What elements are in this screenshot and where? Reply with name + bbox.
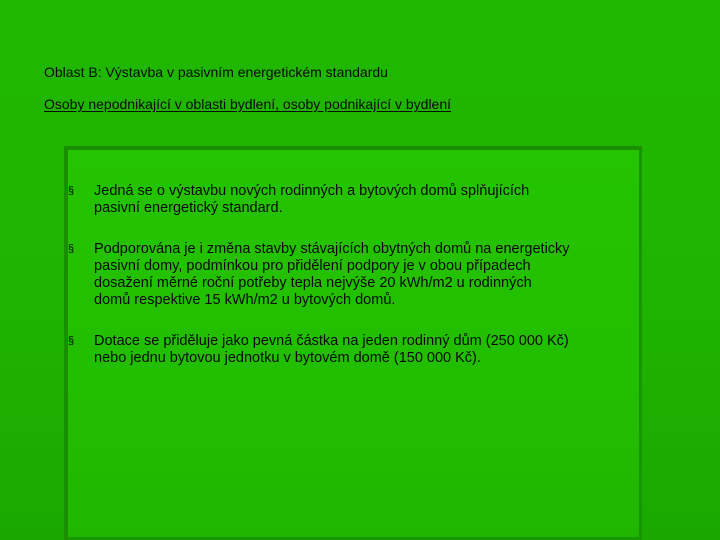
bullet-line: domů respektive 15 kWh/m2 u bytových domů. bbox=[94, 292, 396, 308]
bullet-line: pasivní energetický standard. bbox=[94, 200, 283, 216]
bullet-marker-icon bbox=[68, 333, 74, 350]
bullet-item bbox=[68, 333, 698, 367]
bullet-line: pasivní domy, podmínkou pro přidělení podpory je v obou případech bbox=[94, 258, 531, 274]
bullet-line: nebo jednu bytovou jednotku v bytovém domě (150 000 Kč). bbox=[94, 350, 481, 366]
bullet-line: dosažení měrné roční potřeby tepla nejvýše 20 kWh/m2 u rodinných bbox=[94, 275, 532, 291]
bullet-marker-icon bbox=[68, 183, 74, 200]
bullet-item bbox=[68, 241, 698, 309]
bullet-line: Jedná se o výstavbu nových rodinných a bytových domů splňujících bbox=[94, 183, 530, 199]
slide-heading: Oblast B: Výstavba v pasivním energetickém standardu bbox=[44, 64, 388, 80]
bullet-item bbox=[68, 183, 698, 217]
bullet-list bbox=[68, 183, 698, 391]
bullet-line: Dotace se přiděluje jako pevná částka na jeden rodinný dům (250 000 Kč) bbox=[94, 333, 569, 349]
bullet-marker-icon bbox=[68, 241, 74, 258]
bullet-line: Podporována je i změna stavby stávajících obytných domů na energeticky bbox=[94, 241, 570, 257]
slide-subheading bbox=[44, 96, 451, 112]
subheading-text: Osoby nepodnikající v oblasti bydlení, osoby podnikající v bydlení bbox=[44, 96, 452, 112]
